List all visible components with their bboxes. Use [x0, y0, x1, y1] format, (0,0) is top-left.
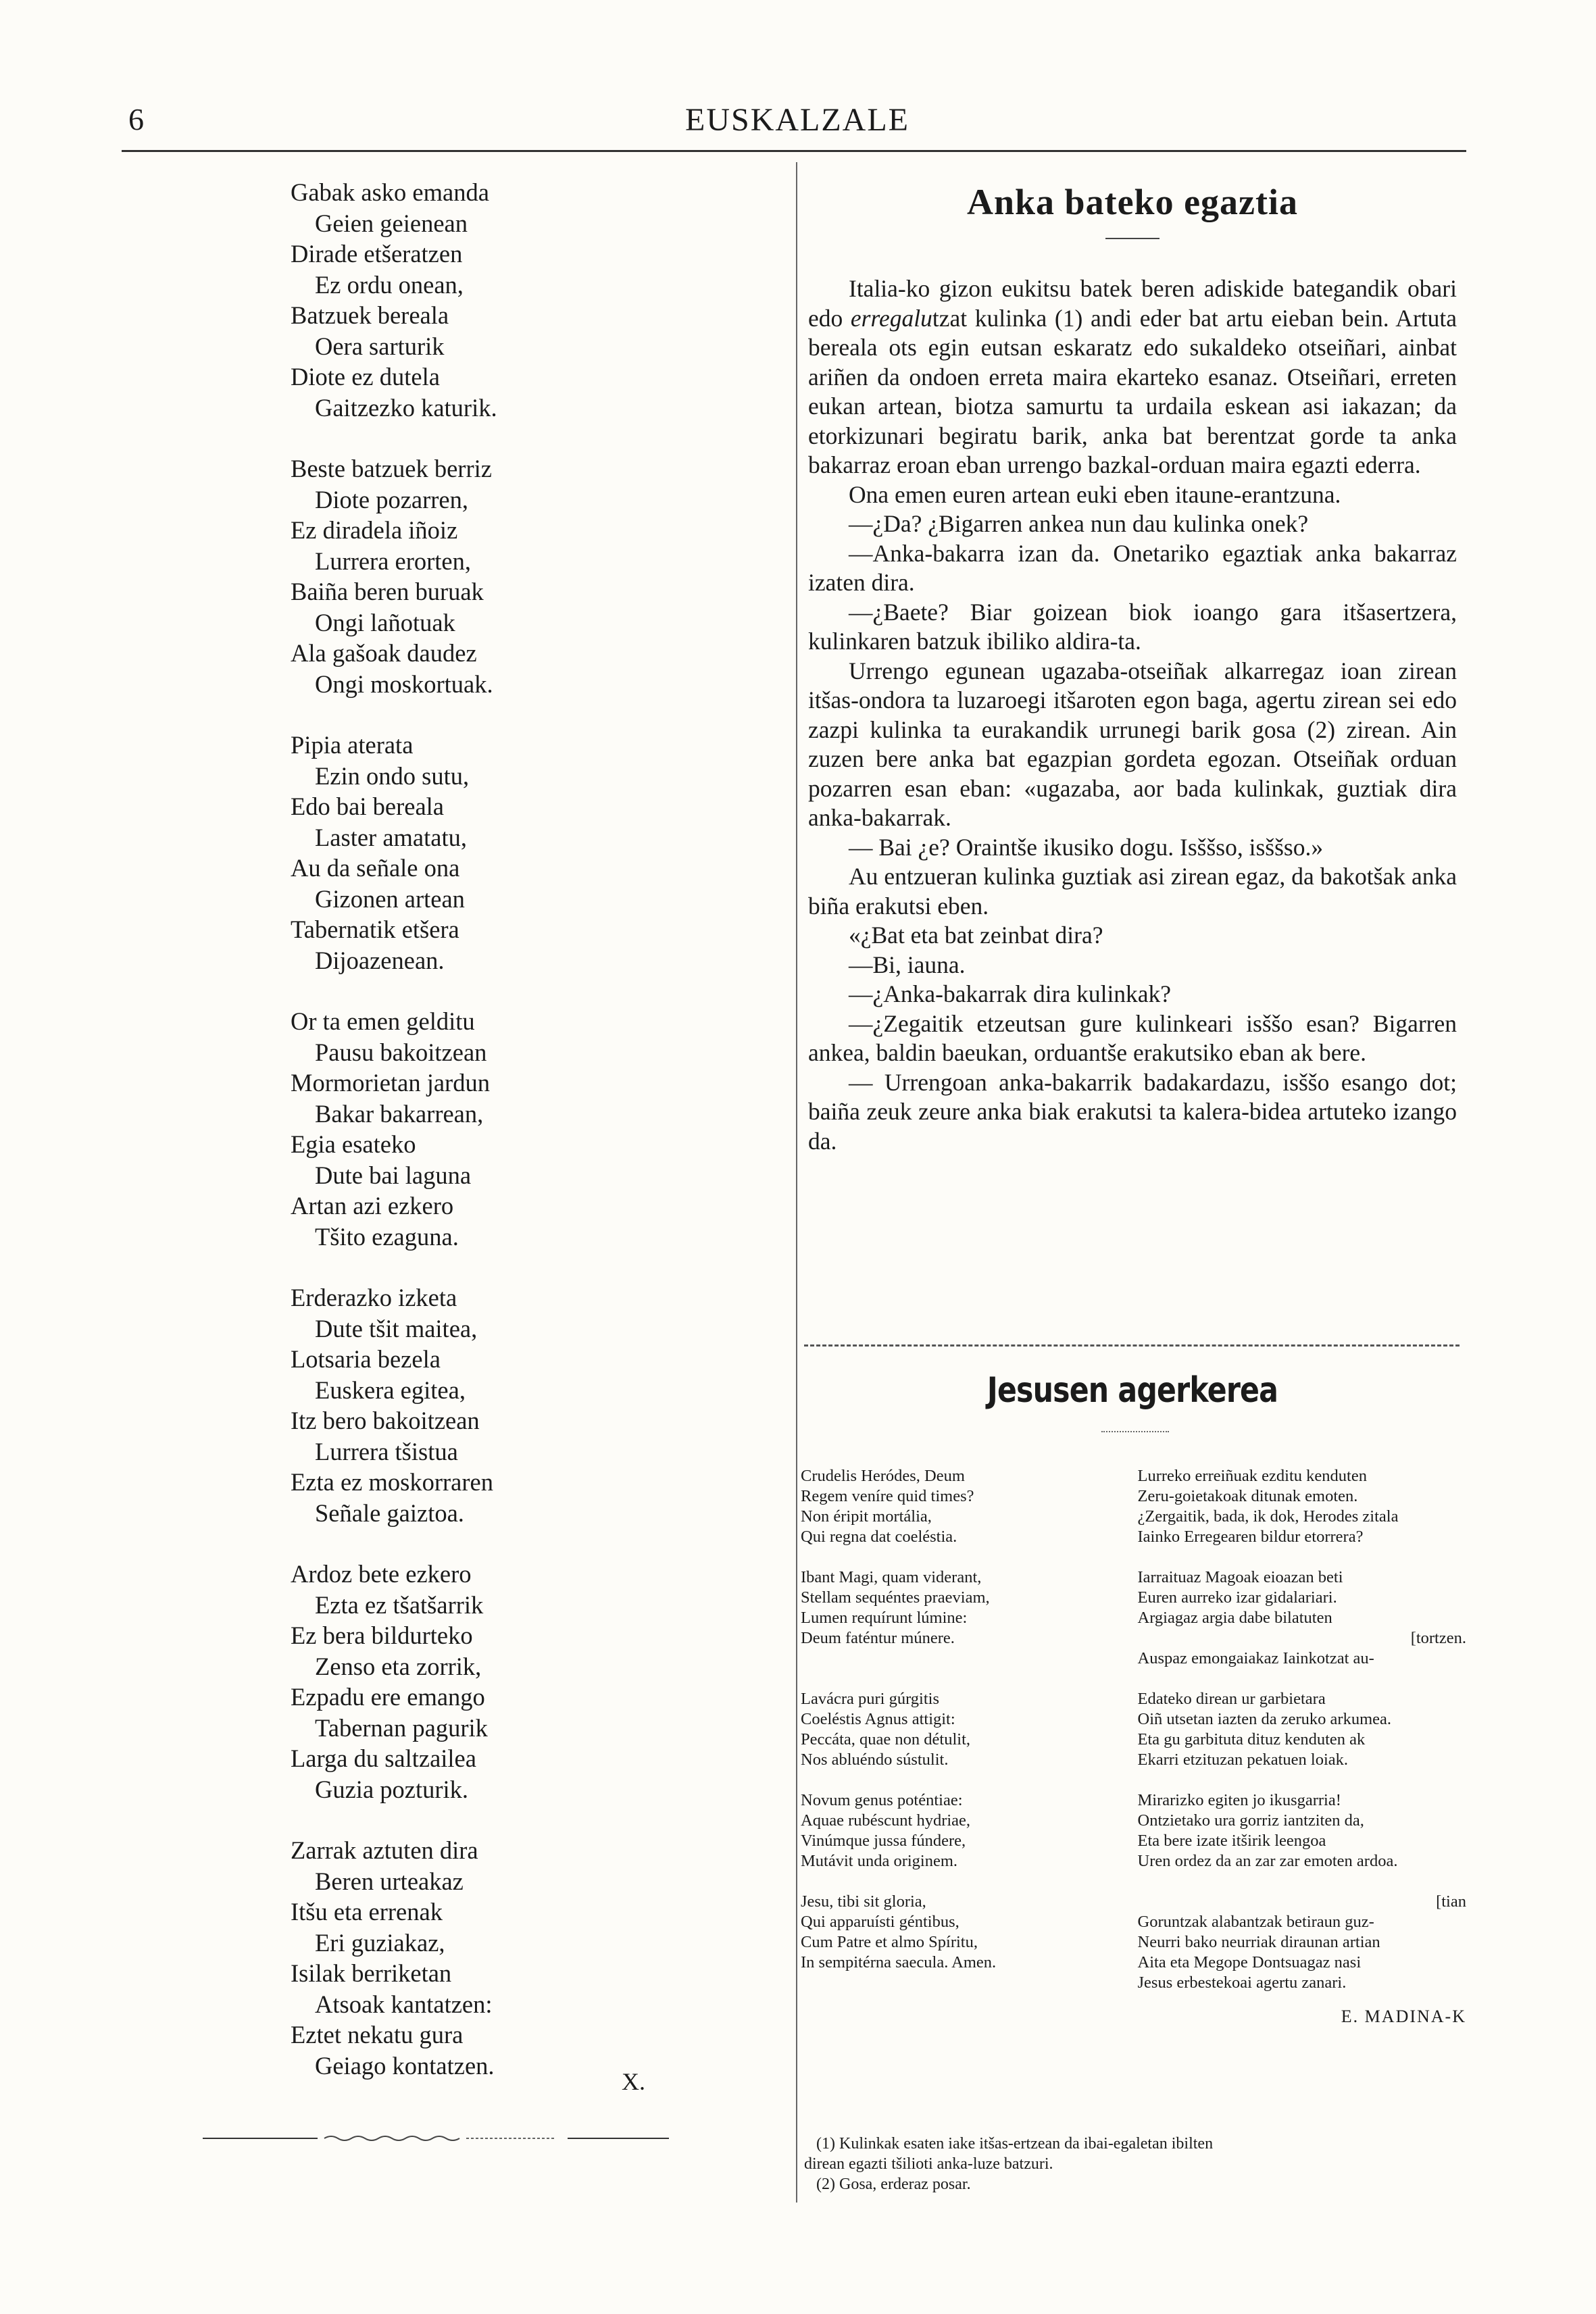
paragraph-text: —¿Baete? Biar goizean biok ioango gara itšasertzera, kulinkaren batzuk ibiliko aldira-ta. — [808, 598, 1457, 655]
poem-stanza — [291, 177, 709, 423]
poem-verse: Eri guziakaz, — [315, 1928, 445, 1957]
hymn-latin-column — [801, 1689, 1130, 1770]
poem-verse: Ez bera bildurteko — [291, 1621, 473, 1649]
poem-verse: Atsoak kantatzen: — [315, 1990, 493, 2018]
poem-verse: Edo bai bereala — [291, 793, 444, 820]
paragraph-text: —Bi, iauna. — [849, 951, 966, 978]
hymn-line: Goruntzak alabantzak betiraun guz- — [1137, 1913, 1374, 1931]
article-paragraph — [808, 274, 1457, 480]
article-paragraph — [808, 480, 1457, 510]
poem-verse: Mormorietan jardun — [291, 1069, 490, 1097]
italic-term: erregalu — [850, 304, 932, 332]
hymn-line: Zeru-goietakoak ditunak emoten. — [1137, 1487, 1358, 1505]
hymn-line: Uren ordez da an zar zar emoten ardoa. — [1137, 1852, 1398, 1870]
paragraph-text: —¿Da? ¿Bigarren ankea nun dau kulinka onek? — [849, 510, 1309, 537]
poem-verse: Au da señale ona — [291, 854, 460, 882]
hymn-line: Stellam sequéntes praeviam, — [801, 1588, 990, 1607]
poem-verse: Ardoz bete ezkero — [291, 1560, 472, 1588]
bottom-ornament — [203, 2134, 669, 2143]
poem-verse: Erderazko izketa — [291, 1284, 457, 1311]
poem-stanza — [291, 1006, 709, 1252]
hymn-basque-column — [1130, 1466, 1467, 1547]
poem-verse: Lotsaria bezela — [291, 1345, 441, 1373]
poem-verse: Lurrera erorten, — [315, 547, 472, 575]
poem-verse: Ongi moskortuak. — [315, 670, 493, 698]
hymn-line: Jesus erbestekoai agertu zanari. — [1137, 1973, 1347, 1992]
hymn-stanza — [801, 1466, 1466, 1547]
hymn-latin-column — [801, 1892, 1130, 1993]
hymn-line: Aquae rubéscunt hydriae, — [801, 1811, 971, 1830]
poem-verse: Gizonen artean — [315, 884, 465, 913]
poem-verse: Tšito ezaguna. — [315, 1222, 459, 1251]
hymn-stanza — [801, 1689, 1466, 1770]
poem-stanza — [291, 730, 709, 976]
hymn-stanza — [801, 1567, 1466, 1669]
hymn-line: In sempitérna saecula. Amen. — [801, 1953, 997, 1971]
poem-verse: Ezin ondo sutu, — [315, 761, 470, 790]
hymn-line: Lurreko erreiñuak ezditu kenduten — [1137, 1467, 1367, 1485]
page-header — [128, 101, 1466, 149]
article — [808, 181, 1457, 1156]
poem-verse: Zenso eta zorrik, — [315, 1652, 482, 1680]
poem-verse: Lurrera tšistua — [315, 1437, 458, 1465]
article-paragraph — [808, 1068, 1457, 1157]
hymn-line: Lumen requírunt lúmine: — [801, 1609, 968, 1627]
poem-verse: Diote ez dutela — [291, 363, 440, 391]
hymn-line: Non éripit mortália, — [801, 1507, 932, 1526]
poem-verse: Diote pozarren, — [315, 485, 469, 513]
hymn-basque-column — [1130, 1567, 1467, 1669]
paragraph-text: —¿Zegaitik etzeutsan gure kulinkeari isššo esan? Bigarren ankea, baldin baeukan, orduantše erakutsiko eban ak bere. — [808, 1009, 1457, 1066]
paragraph-text: Italia-ko gizon eukitsu batek beren adiskide bategandik obari edo — [808, 275, 1457, 332]
paragraph-text: —Anka-bakarra izan da. Onetariko egaztiak anka bakarraz izaten dira. — [808, 539, 1457, 596]
header-rule — [122, 150, 1466, 152]
poem-verse: Gabak asko emanda — [291, 178, 489, 206]
poem-verse: Pausu bakoitzean — [315, 1038, 487, 1066]
poem-verse: Ezta ez tšatšarrik — [315, 1590, 484, 1619]
hymn-line: Oiñ utsetan iazten da zeruko arkumea. — [1137, 1710, 1392, 1728]
hymn-line: Deum faténtur múnere. — [801, 1629, 955, 1647]
hymn-line: Coeléstis Agnus attigit: — [801, 1710, 955, 1728]
poem-verse: Dute tšit maitea, — [315, 1314, 478, 1342]
hymn-line: ¿Zergaitik, bada, ik dok, Herodes zitala — [1137, 1507, 1399, 1526]
hymn-line: Vinúmque jussa fúndere, — [801, 1832, 966, 1850]
poem-verse: Señale gaiztoa. — [315, 1499, 464, 1527]
hymn-line: Ekarri etzituzan pekatuen loiak. — [1137, 1751, 1349, 1769]
hymn-line: Regem veníre quid times? — [801, 1487, 974, 1505]
poem-verse: Oera sarturik — [315, 332, 445, 360]
paragraph-text: — Urrengoan anka-bakarrik badakardazu, isššo esango dot; baiña zeuk zeure anka biak erakutsi ta kalera-bidea artuteko izango da. — [808, 1068, 1457, 1155]
poem-verse: Beste batzuek berriz — [291, 455, 492, 482]
hymn-line: Qui apparuísti géntibus, — [801, 1913, 959, 1931]
hymn-basque-column — [1130, 1689, 1467, 1770]
article-paragraph — [808, 833, 1457, 863]
article-paragraph — [808, 1009, 1457, 1068]
poem-verse: Batzuek bereala — [291, 301, 449, 329]
poem-signature: X. — [622, 2068, 645, 2095]
hymn-line: Lavácra puri gúrgitis — [801, 1690, 940, 1708]
hymn-line: Euren aurreko izar gidalariari. — [1137, 1588, 1337, 1607]
hymn-line: Jesu, tibi sit gloria, — [801, 1892, 926, 1911]
hymn-line: Qui regna dat coeléstia. — [801, 1528, 957, 1546]
paragraph-text: —¿Anka-bakarrak dira kulinkak? — [849, 980, 1172, 1007]
column-divider — [796, 162, 797, 2203]
journal-title: EUSKALZALE — [685, 102, 909, 138]
article-paragraph — [808, 509, 1457, 539]
footnotes — [804, 2134, 1453, 2194]
poem-verse: Larga du saltzailea — [291, 1744, 476, 1772]
poem-verse: Itšu eta errenak — [291, 1898, 443, 1926]
article-paragraph — [808, 539, 1457, 598]
hymn-line: Eta bere izate itširik leengoa — [1137, 1832, 1326, 1850]
hymn-line: Nos abluéndo sústulit. — [801, 1751, 949, 1769]
poem-stanza — [291, 453, 709, 699]
poem — [291, 177, 709, 2111]
hymn-title-rule — [1101, 1431, 1169, 1432]
poem-verse: Laster amatatu, — [315, 823, 467, 851]
poem-verse: Ongi lañotuak — [315, 608, 455, 636]
poem-verse: Gaitzezko katurik. — [315, 393, 497, 422]
poem-verse: Egia esateko — [291, 1130, 416, 1158]
article-paragraph — [808, 862, 1457, 921]
footnote: (2) Gosa, erderaz posar. — [816, 2175, 971, 2193]
poem-verse: Dijoazenean. — [315, 946, 445, 974]
poem-verse: Ezpadu ere emango — [291, 1683, 485, 1711]
article-paragraph — [808, 951, 1457, 980]
paragraph-text: Urrengo egunean ugazaba-otseiñak alkarregaz ioan zirean itšas-ondora ta luzaroegi itšaroten egon baga, agertu zirean sei edo zazpi kulinka ta eurakandik urrunegi barik gosa (2) zirean. Ain zuzen bere anka bat egazpian gordeta egozan. Otseiñak orduan pozarren esan eban: «ugazaba, aor bada kulinkak, guztiak dira anka-bakarrak. — [808, 657, 1457, 831]
hymn-line: Novum genus poténtiae: — [801, 1791, 963, 1809]
hymn-line: Ontzietako ura gorriz iantziten da, — [1137, 1811, 1364, 1830]
poem-verse: Dute bai laguna — [315, 1161, 472, 1189]
poem-verse: Geiago kontatzen. — [315, 2051, 495, 2080]
hymn-line: Eta gu garbituta dituz kenduten ak — [1137, 1730, 1366, 1749]
poem-verse: Baiña beren buruak — [291, 578, 484, 605]
poem-verse: Ezta ez moskorraren — [291, 1468, 493, 1496]
article-paragraph — [808, 980, 1457, 1009]
hymn-latin-column — [801, 1567, 1130, 1669]
title-rule — [1105, 238, 1159, 239]
poem-verse: Zarrak aztuten dira — [291, 1836, 478, 1864]
hymn-stanza — [801, 1892, 1466, 1993]
hymn-latin-column — [801, 1466, 1130, 1547]
hymn-stanza — [801, 1790, 1466, 1871]
hymn-basque-column — [1130, 1892, 1467, 1993]
footnote: (1) Kulinkak esaten iake itšas-ertzean da ibai-egaletan ibilten — [816, 2135, 1214, 2153]
article-title: Anka bateko egaztia — [967, 182, 1298, 222]
hymn-line: Cum Patre et almo Spíritu, — [801, 1933, 978, 1951]
paragraph-text: Au entzueran kulinka guztiak asi zirean egaz, da bakotšak anka biña erakutsi eben. — [808, 863, 1457, 920]
poem-stanza — [291, 1282, 709, 1528]
poem-verse: Guzia pozturik. — [315, 1775, 469, 1803]
poem-verse: Or ta emen gelditu — [291, 1007, 475, 1035]
hymn-line: Aita eta Megope Dontsuagaz nasi — [1137, 1953, 1362, 1971]
article-body — [808, 274, 1457, 1156]
hymn-basque-column — [1130, 1790, 1467, 1871]
hymn-line: Edateko direan ur garbietara — [1137, 1690, 1326, 1708]
poem-verse: Euskera egitea, — [315, 1376, 466, 1404]
hymn-line: Ibant Magi, quam viderant, — [801, 1568, 982, 1586]
hymn-line: Peccáta, quae non détulit, — [801, 1730, 971, 1749]
hymn-line: Mutávit unda originem. — [801, 1852, 958, 1870]
footnote: direan egazti tšilioti anka-luze batzuri. — [804, 2155, 1053, 2173]
poem-verse: Beren urteakaz — [315, 1867, 464, 1895]
poem-verse: Tabernan pagurik — [315, 1713, 488, 1742]
paragraph-text: tzat kulinka (1) andi eder bat artu eieban bein. Artuta bereala ots egin eutsan eskaratz edo sukaldeko otseiñari, ainbat ariñen da ondoen erreta maira ekarteko esanaz. Otseiñari, erreten eukan artean, biotza samurtu ta urdaila eskean asi iakazan; da etorkizunari begiratu barik, anka bat berentzat gorde ta anka bakarraz eroan eban urrengo bazkal-orduan maira egazti ederra. — [808, 304, 1457, 478]
poem-verse: Ez ordu onean, — [315, 270, 464, 299]
poem-stanza — [291, 1559, 709, 1805]
article-paragraph — [808, 921, 1457, 951]
hymn-latin-column — [801, 1790, 1130, 1871]
hymn-line: [tortzen. — [1410, 1629, 1466, 1647]
hymn-line: Crudelis Heródes, Deum — [801, 1467, 965, 1485]
poem-verse: Itz bero bakoitzean — [291, 1407, 480, 1434]
hymn-line: Auspaz emongaiakaz Iainkotzat au- — [1137, 1649, 1374, 1667]
hymn-line: Mirarizko egiten jo ikusgarria! — [1137, 1791, 1341, 1809]
page-number: 6 — [128, 102, 144, 136]
article-paragraph — [808, 657, 1457, 833]
poem-stanza — [291, 1835, 709, 2081]
poem-verse: Tabernatik etšera — [291, 915, 459, 943]
hymn-line: Iarraituaz Magoak eioazan beti — [1137, 1568, 1343, 1586]
hymn-line: Argiagaz argia dabe bilatuten — [1137, 1609, 1332, 1627]
article-paragraph — [808, 598, 1457, 657]
poem-verse: Bakar bakarrean, — [315, 1099, 484, 1128]
poem-verse: Pipia aterata — [291, 731, 414, 759]
hymn-line: [tian — [1436, 1892, 1466, 1911]
poem-verse: Eztet nekatu gura — [291, 2021, 464, 2048]
paragraph-text: «¿Bat eta bat zeinbat dira? — [849, 922, 1103, 949]
hymn-line: Neurri bako neurriak diraunan artian — [1137, 1933, 1380, 1951]
hymn — [801, 1466, 1466, 2027]
paragraph-text: Ona emen euren artean euki eben itaune-erantzuna. — [849, 480, 1341, 508]
poem-verse: Artan azi ezkero — [291, 1192, 454, 1219]
hymn-signature: E. MADINA-K — [1341, 2007, 1466, 2026]
poem-verse: Ala gašoak daudez — [291, 639, 477, 667]
section-divider — [804, 1344, 1460, 1347]
poem-verse: Geien geienean — [315, 209, 468, 237]
hymn-line: Iainko Erregearen bildur etorrera? — [1137, 1528, 1364, 1546]
poem-verse: Dirade etšeratzen — [291, 240, 463, 268]
hymn-title: Jesusen agerkerea — [987, 1370, 1278, 1411]
poem-verse: Isilak berriketan — [291, 1959, 452, 1987]
paragraph-text: — Bai ¿e? Oraintše ikusiko dogu. Isššso, isššso.» — [849, 833, 1324, 861]
poem-verse: Ez diradela iñoiz — [291, 516, 458, 544]
